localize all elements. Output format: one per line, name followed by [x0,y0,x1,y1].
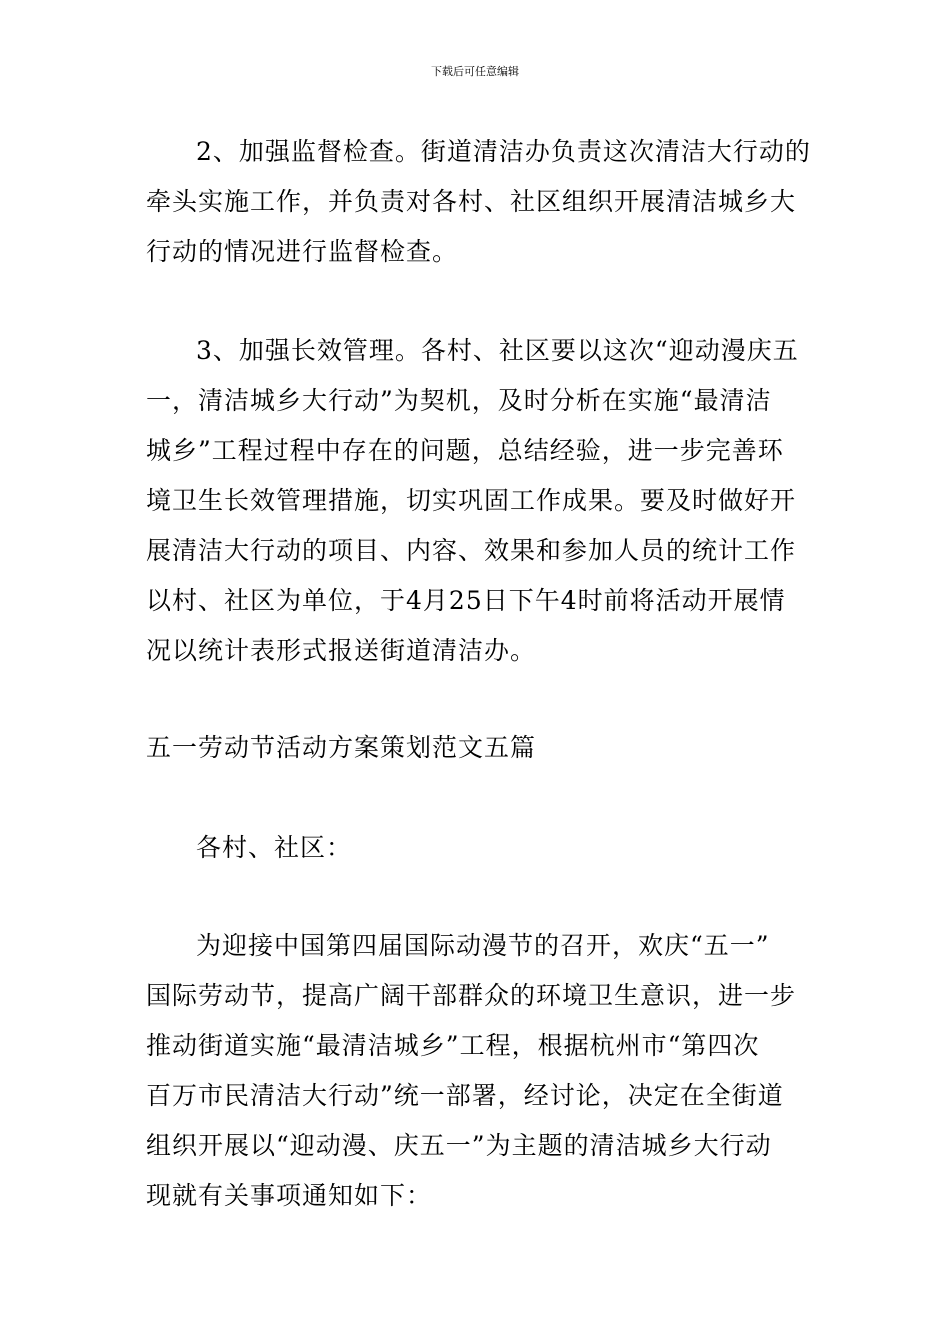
paragraph-notice-intro [146,921,810,1221]
salutation [146,823,810,873]
text-line: 百万市民清洁大行动”统一部署，经讨论，决定在全街道 [146,1081,784,1110]
text-line: 推动街道实施“最清洁城乡”工程，根据杭州市“第四次 [146,1031,760,1060]
text-line: 一，清洁城乡大行动”为契机，及时分析在实施“最清洁 [146,386,772,415]
paragraph-long-term-management [146,326,810,676]
text-line: 五一劳动节活动方案策划范文五篇 [146,733,537,762]
text-line: 为迎接中国第四届国际动漫节的召开，欢庆“五一” [196,931,770,960]
text-line: 各村、社区： [196,833,353,862]
text-line: 2、加强监督检查。街道清洁办负责这次清洁大行动的 [196,137,811,166]
text-line: 牵头实施工作，并负责对各村、社区组织开展清洁城乡大 [146,187,797,216]
paragraph-supervision [146,127,810,277]
text-line: 况以统计表形式报送街道清洁办。 [146,636,537,665]
text-line: 展清洁大行动的项目、内容、效果和参加人员的统计工作 [146,536,797,565]
page-header: 下载后可任意编辑 [431,65,519,78]
text-line: 组织开展以“迎动漫、庆五一”为主题的清洁城乡大行动 [146,1131,772,1160]
text-line: 以村、社区为单位，于4月25日下午4时前将活动开展情 [146,586,786,615]
text-line: 行动的情况进行监督检查。 [146,237,459,266]
section-title [146,723,810,773]
text-line: 境卫生长效管理措施，切实巩固工作成果。要及时做好开 [146,486,797,515]
text-line: 现就有关事项通知如下： [146,1181,433,1210]
text-line: 城乡”工程过程中存在的问题，总结经验，进一步完善环 [146,436,784,465]
text-line: 3、加强长效管理。各村、社区要以这次“迎动漫庆五 [196,336,799,365]
text-line: 国际劳动节，提高广阔干部群众的环境卫生意识，进一步 [146,981,797,1010]
